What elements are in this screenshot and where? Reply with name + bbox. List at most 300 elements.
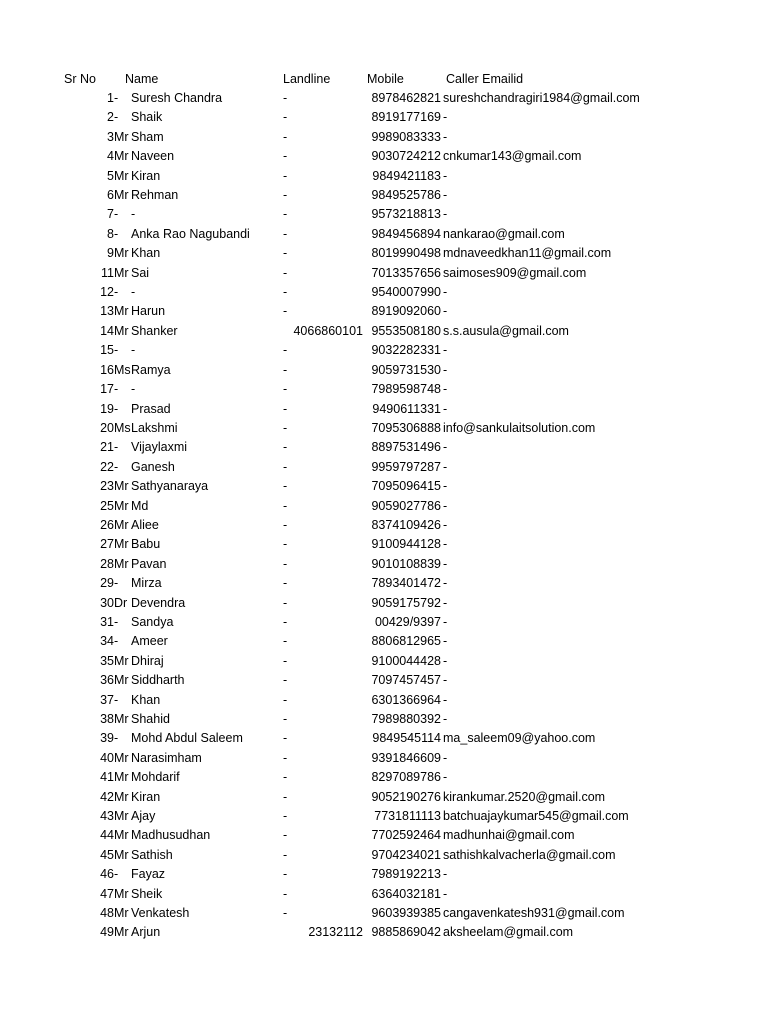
title-cell: - [114, 867, 119, 882]
title-cell: Mr [114, 479, 129, 494]
table-row [0, 108, 768, 127]
mobile-cell: 7097457457 [371, 673, 441, 688]
table-row [0, 710, 768, 729]
email-cell: - [443, 653, 448, 668]
table-row [0, 904, 768, 923]
email-cell: madhunhai@gmail.com [443, 828, 575, 843]
title-cell: Mr [114, 323, 129, 338]
mobile-cell: 9490611331 [372, 401, 441, 416]
title-cell: Ms [114, 362, 131, 377]
title-cell: Mr [114, 906, 129, 921]
sr-no-cell: 4 [107, 149, 114, 164]
table-row [0, 594, 768, 613]
landline-cell: 4066860101 [293, 323, 363, 338]
sr-no-cell: 43 [100, 809, 114, 824]
table-row [0, 438, 768, 457]
email-cell: - [443, 595, 448, 610]
mobile-cell: 9059731530 [371, 362, 441, 377]
mobile-cell: 6301366964 [371, 692, 441, 707]
email-cell: sathishkalvacherla@gmail.com [443, 847, 616, 862]
table-row [0, 826, 768, 845]
email-cell: - [443, 517, 448, 532]
table-row [0, 729, 768, 748]
email-cell: - [443, 459, 448, 474]
email-cell: - [443, 304, 448, 319]
landline-cell: - [283, 479, 288, 494]
table-row [0, 846, 768, 865]
sr-no-cell: 17 [100, 382, 114, 397]
table-row [0, 89, 768, 108]
landline-cell: - [283, 595, 288, 610]
header-mobile: Mobile [367, 72, 404, 86]
title-cell: - [114, 401, 119, 416]
title-cell: - [114, 614, 119, 629]
mobile-cell: 9573218813 [371, 207, 441, 222]
landline-cell: - [283, 440, 288, 455]
email-cell: - [443, 867, 448, 882]
email-cell: - [443, 537, 448, 552]
title-cell: Mr [114, 129, 129, 144]
landline-cell: - [283, 420, 288, 435]
mobile-cell: 9553508180 [371, 323, 441, 338]
name-cell: Mohdarif [131, 770, 180, 785]
name-cell: Babu [131, 537, 161, 552]
landline-cell: - [283, 828, 288, 843]
table-row [0, 400, 768, 419]
email-cell: - [443, 614, 448, 629]
sr-no-cell: 7 [107, 207, 114, 222]
email-cell: - [443, 576, 448, 591]
mobile-cell: 9059027786 [371, 498, 441, 513]
landline-cell: - [283, 692, 288, 707]
sr-no-cell: 9 [107, 246, 114, 261]
table-row [0, 477, 768, 496]
table-row [0, 671, 768, 690]
sr-no-cell: 35 [100, 653, 114, 668]
landline-cell: - [283, 285, 288, 300]
name-cell: - [131, 382, 136, 397]
name-cell: Prasad [131, 401, 171, 416]
mobile-cell: 00429/9397 [374, 614, 441, 629]
sr-no-cell: 30 [100, 595, 114, 610]
title-cell: Mr [114, 712, 129, 726]
name-cell: Mohd Abdul Saleem [131, 731, 243, 746]
title-cell: Mr [114, 556, 129, 571]
landline-cell: - [283, 168, 288, 183]
name-cell: Ameer [131, 634, 168, 649]
email-cell: - [443, 692, 448, 707]
table-row [0, 497, 768, 516]
landline-cell: - [283, 149, 288, 164]
email-cell: - [443, 712, 448, 726]
email-cell: - [443, 479, 448, 494]
mobile-cell: 9849545114 [372, 731, 441, 746]
sr-no-cell: 45 [100, 847, 114, 862]
name-cell: Khan [131, 692, 161, 707]
table-row [0, 419, 768, 438]
landline-cell: - [283, 265, 288, 280]
sr-no-cell: 39 [100, 731, 114, 746]
table-row [0, 341, 768, 360]
title-cell: Mr [114, 498, 129, 513]
sr-no-cell: 38 [100, 712, 114, 726]
title-cell: - [114, 634, 119, 649]
landline-cell: - [283, 401, 288, 416]
title-cell: - [114, 207, 119, 222]
title-cell: Mr [114, 537, 129, 552]
name-cell: Siddharth [131, 673, 185, 688]
title-cell: Mr [114, 246, 129, 261]
name-cell: Devendra [131, 595, 186, 610]
landline-cell: - [283, 712, 288, 726]
name-cell: Suresh Chandra [131, 91, 223, 105]
mobile-cell: 9032282331 [371, 343, 441, 358]
name-cell: Shahid [131, 712, 170, 726]
name-cell: Rehman [131, 188, 179, 203]
table-row [0, 128, 768, 147]
sr-no-cell: 23 [100, 479, 114, 494]
email-cell: aksheelam@gmail.com [443, 925, 574, 940]
landline-cell: - [283, 459, 288, 474]
name-cell: Mirza [131, 576, 162, 591]
title-cell: - [114, 692, 119, 707]
landline-cell: - [283, 731, 288, 746]
name-cell: Sai [131, 265, 150, 280]
email-cell: - [443, 110, 448, 125]
table-row [0, 749, 768, 768]
title-cell: Mr [114, 828, 129, 843]
email-cell: mdnaveedkhan11@gmail.com [443, 246, 612, 261]
name-cell: Aliee [131, 517, 159, 532]
name-cell: Dhiraj [131, 653, 164, 668]
title-cell: Mr [114, 809, 129, 824]
name-cell: - [131, 207, 136, 222]
sr-no-cell: 19 [100, 401, 114, 416]
email-cell: - [443, 673, 448, 688]
sr-no-cell: 3 [107, 129, 114, 144]
sr-no-cell: 44 [100, 828, 114, 843]
sr-no-cell: 11 [101, 265, 114, 280]
mobile-cell: 8374109426 [371, 517, 441, 532]
landline-cell: - [283, 634, 288, 649]
table-row [0, 322, 768, 341]
name-cell: Arjun [131, 925, 161, 940]
title-cell: Mr [114, 770, 129, 785]
table-row [0, 380, 768, 399]
sr-no-cell: 1 [107, 91, 114, 105]
table-row [0, 244, 768, 263]
name-cell: Ganesh [131, 459, 175, 474]
sr-no-cell: 25 [100, 498, 114, 513]
sr-no-cell: 15 [100, 343, 114, 358]
title-cell: - [114, 226, 119, 241]
email-cell: - [443, 634, 448, 649]
table-row [0, 691, 768, 710]
email-cell: saimoses909@gmail.com [443, 265, 587, 280]
name-cell: Ramya [131, 362, 171, 377]
mobile-cell: 9030724212 [371, 149, 441, 164]
table-row [0, 632, 768, 651]
email-cell: kirankumar.2520@gmail.com [443, 789, 606, 804]
mobile-cell: 9989083333 [371, 129, 441, 144]
sr-no-cell: 31 [100, 614, 114, 629]
name-cell: Pavan [131, 556, 167, 571]
title-cell: - [114, 440, 119, 455]
email-cell: - [443, 343, 448, 358]
email-cell: s.s.ausula@gmail.com [443, 323, 569, 338]
mobile-cell: 9100044428 [371, 653, 441, 668]
title-cell: Dr [114, 595, 128, 610]
mobile-cell: 7989880392 [371, 712, 441, 726]
sr-no-cell: 46 [100, 867, 114, 882]
mobile-cell: 9603939385 [371, 906, 441, 921]
table-row [0, 885, 768, 904]
table-row [0, 167, 768, 186]
table-row [0, 768, 768, 787]
mobile-cell: 9059175792 [371, 595, 441, 610]
landline-cell: - [283, 343, 288, 358]
table-row [0, 283, 768, 302]
name-cell: Lakshmi [131, 420, 178, 435]
mobile-cell: 8919177169 [371, 110, 441, 125]
table-row [0, 458, 768, 477]
sr-no-cell: 40 [100, 750, 114, 765]
mobile-cell: 9849456894 [371, 226, 441, 241]
name-cell: Narasimham [131, 750, 202, 765]
sr-no-cell: 20 [100, 420, 114, 435]
name-cell: Venkatesh [131, 906, 190, 921]
name-cell: Anka Rao Nagubandi [131, 226, 250, 241]
mobile-cell: 9959797287 [371, 459, 441, 474]
email-cell: - [443, 382, 448, 397]
mobile-cell: 8897531496 [371, 440, 441, 455]
name-cell: Khan [131, 246, 161, 261]
landline-cell: - [283, 91, 288, 105]
table-row [0, 302, 768, 321]
email-cell: - [443, 362, 448, 377]
landline-cell: - [283, 673, 288, 688]
landline-cell: - [283, 847, 288, 862]
landline-cell: - [283, 537, 288, 552]
sr-no-cell: 41 [100, 770, 114, 785]
email-cell: - [443, 556, 448, 571]
sr-no-cell: 28 [100, 556, 114, 571]
title-cell: Mr [114, 168, 129, 183]
sr-no-cell: 21 [100, 440, 114, 455]
email-cell: - [443, 401, 448, 416]
mobile-cell: 7989192213 [371, 867, 441, 882]
email-cell: batchuajaykumar545@gmail.com [443, 809, 629, 824]
email-cell: ma_saleem09@yahoo.com [443, 731, 596, 746]
landline-cell: - [283, 576, 288, 591]
table-row [0, 652, 768, 671]
landline-cell: - [283, 129, 288, 144]
sr-no-cell: 36 [100, 673, 114, 688]
title-cell: Mr [114, 847, 129, 862]
title-cell: Mr [114, 673, 129, 688]
mobile-cell: 8978462821 [371, 91, 441, 105]
name-cell: Sandya [131, 614, 174, 629]
name-cell: Kiran [131, 789, 161, 804]
sr-no-cell: 13 [100, 304, 114, 319]
email-cell: - [443, 886, 448, 901]
table-row [0, 865, 768, 884]
sr-no-cell: 48 [100, 906, 114, 921]
table-row [0, 535, 768, 554]
landline-cell: - [283, 226, 288, 241]
email-cell: - [443, 168, 448, 183]
name-cell: Sathish [131, 847, 173, 862]
name-cell: Ajay [131, 809, 156, 824]
contact-rows [0, 89, 768, 943]
mobile-cell: 8297089786 [371, 770, 441, 785]
landline-cell: - [283, 886, 288, 901]
table-row [0, 147, 768, 166]
mobile-cell: 9849525786 [371, 188, 441, 203]
mobile-cell: 8806812965 [371, 634, 441, 649]
mobile-cell: 8019990498 [371, 246, 441, 261]
table-row [0, 555, 768, 574]
table-row [0, 807, 768, 826]
name-cell: Sham [131, 129, 164, 144]
sr-no-cell: 14 [100, 323, 114, 338]
sr-no-cell: 26 [100, 517, 114, 532]
landline-cell: - [283, 188, 288, 203]
name-cell: Vijaylaxmi [131, 440, 188, 455]
mobile-cell: 6364032181 [371, 886, 441, 901]
mobile-cell: 7702592464 [371, 828, 441, 843]
mobile-cell: 9849421183 [372, 168, 441, 183]
table-row [0, 574, 768, 593]
landline-cell: - [283, 789, 288, 804]
title-cell: - [114, 576, 119, 591]
name-cell: Shanker [131, 323, 178, 338]
title-cell: Mr [114, 149, 129, 164]
mobile-cell: 7989598748 [371, 382, 441, 397]
mobile-cell: 7095096415 [371, 479, 441, 494]
title-cell: Mr [114, 886, 129, 901]
header-landline: Landline [283, 72, 331, 86]
table-row [0, 264, 768, 283]
sr-no-cell: 29 [100, 576, 114, 591]
landline-cell: - [283, 304, 288, 319]
title-cell: Mr [114, 265, 129, 280]
landline-cell: - [283, 906, 288, 921]
email-cell: - [443, 498, 448, 513]
landline-cell: - [283, 867, 288, 882]
header-sr-no: Sr No [64, 72, 96, 86]
sr-no-cell: 2 [107, 110, 114, 125]
title-cell: - [114, 731, 119, 746]
mobile-cell: 9100944128 [371, 537, 441, 552]
sr-no-cell: 22 [100, 459, 114, 474]
name-cell: Shaik [131, 110, 163, 125]
table-row [0, 361, 768, 380]
email-cell: - [443, 770, 448, 785]
table-row [0, 225, 768, 244]
title-cell: - [114, 110, 119, 125]
sr-no-cell: 6 [107, 188, 114, 203]
name-cell: - [131, 343, 136, 358]
sr-no-cell: 42 [100, 789, 114, 804]
mobile-cell: 9052190276 [371, 789, 441, 804]
mobile-cell: 7013357656 [371, 265, 441, 280]
mobile-cell: 8919092060 [371, 304, 441, 319]
sr-no-cell: 8 [107, 226, 114, 241]
landline-cell: - [283, 517, 288, 532]
landline-cell: - [283, 614, 288, 629]
mobile-cell: 9540007990 [371, 285, 441, 300]
email-cell: cangavenkatesh931@gmail.com [443, 906, 625, 921]
landline-cell: - [283, 362, 288, 377]
landline-cell: 23132112 [308, 925, 363, 940]
name-cell: Harun [131, 304, 166, 319]
mobile-cell: 7893401472 [371, 576, 441, 591]
sr-no-cell: 12 [100, 285, 114, 300]
sr-no-cell: 47 [100, 886, 114, 901]
title-cell: Mr [114, 304, 129, 319]
landline-cell: - [283, 498, 288, 513]
sr-no-cell: 37 [100, 692, 114, 707]
title-cell: - [114, 285, 119, 300]
mobile-cell: 9010108839 [371, 556, 441, 571]
table-row [0, 788, 768, 807]
landline-cell: - [283, 246, 288, 261]
table-row [0, 613, 768, 632]
sr-no-cell: 49 [100, 925, 114, 940]
title-cell: Mr [114, 789, 129, 804]
title-cell: Mr [114, 750, 129, 765]
sr-no-cell: 16 [100, 362, 114, 377]
title-cell: Mr [114, 188, 129, 203]
title-cell: Ms [114, 420, 131, 435]
title-cell: - [114, 382, 119, 397]
name-cell: Md [131, 498, 149, 513]
table-row [0, 516, 768, 535]
title-cell: - [114, 343, 119, 358]
email-cell: sureshchandragiri1984@gmail.com [443, 91, 640, 105]
table-row [0, 923, 768, 942]
name-cell: Sathyanaraya [131, 479, 209, 494]
sr-no-cell: 34 [100, 634, 114, 649]
title-cell: - [114, 91, 119, 105]
title-cell: Mr [114, 925, 129, 940]
email-cell: - [443, 207, 448, 222]
landline-cell: - [283, 382, 288, 397]
title-cell: - [114, 459, 119, 474]
name-cell: - [131, 285, 136, 300]
title-cell: Mr [114, 653, 129, 668]
landline-cell: - [283, 556, 288, 571]
email-cell: - [443, 129, 448, 144]
sr-no-cell: 5 [107, 168, 114, 183]
name-cell: Madhusudhan [131, 828, 211, 843]
email-cell: - [443, 750, 448, 765]
table-row [0, 205, 768, 224]
mobile-cell: 9391846609 [371, 750, 441, 765]
table-row [0, 186, 768, 205]
email-cell: info@sankulaitsolution.com [443, 420, 596, 435]
name-cell: Fayaz [131, 867, 166, 882]
landline-cell: - [283, 809, 288, 824]
name-cell: Sheik [131, 886, 163, 901]
mobile-cell: 9704234021 [371, 847, 441, 862]
email-cell: - [443, 188, 448, 203]
email-cell: - [443, 440, 448, 455]
mobile-cell: 7095306888 [371, 420, 441, 435]
name-cell: Naveen [131, 149, 175, 164]
email-cell: cnkumar143@gmail.com [443, 149, 582, 164]
